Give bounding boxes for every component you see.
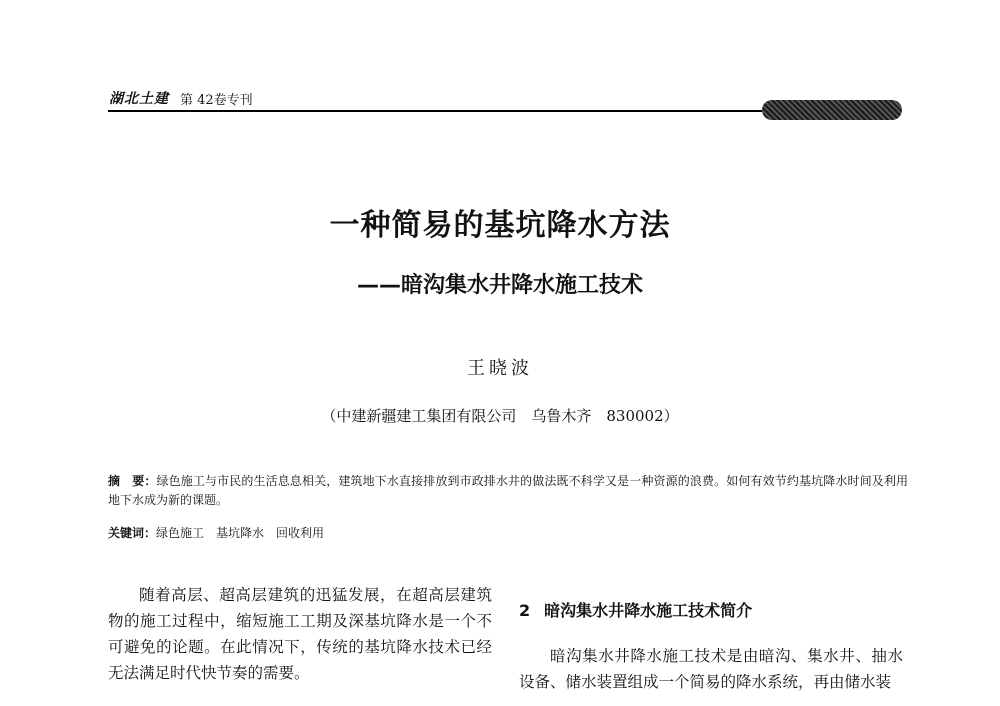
header-banner-graphic (762, 100, 902, 120)
abstract (108, 472, 908, 510)
article-title: 一种简易的基坑降水方法 (329, 208, 671, 243)
keywords (108, 524, 324, 541)
section-paragraph: 暗沟集水井降水施工技术是由暗沟、集水井、抽水设备、储水装置组成一个简易的降水系统，再由储水装 (519, 647, 903, 691)
section-title: 暗沟集水井降水施工技术简介 (544, 601, 753, 620)
journal-name: 湖北土建 (109, 91, 169, 107)
keywords-label: 关键词： (108, 526, 157, 540)
journal-issue: 第 42卷专刊 (180, 93, 253, 108)
header-rule (108, 110, 768, 112)
keywords-text: 绿色施工 基坑降水 回收利用 (156, 526, 325, 540)
intro-paragraph: 随着高层、超高层建筑的迅猛发展，在超高层建筑物的施工过程中，缩短施工工期及深基坑降水是一个不可避免的论题。在此情况下，传统的基坑降水技术已经无法满足时代快节奏的需要。 (108, 586, 492, 682)
abstract-label: 摘 要： (108, 474, 157, 488)
abstract-text: 绿色施工与市民的生活息息相关，建筑地下水直接排放到市政排水井的做法既不科学又是一种资源的浪费。如何有效节约基坑降水时间及利用地下水成为新的课题。 (108, 474, 908, 507)
author-affiliation: （中建新疆建工集团有限公司 乌鲁木齐 830002） (321, 407, 679, 425)
article-subtitle: ——暗沟集水井降水施工技术 (356, 273, 643, 298)
section-number: 2 (519, 601, 531, 620)
section-heading (519, 598, 752, 621)
author-name: 王晓波 (467, 358, 533, 379)
